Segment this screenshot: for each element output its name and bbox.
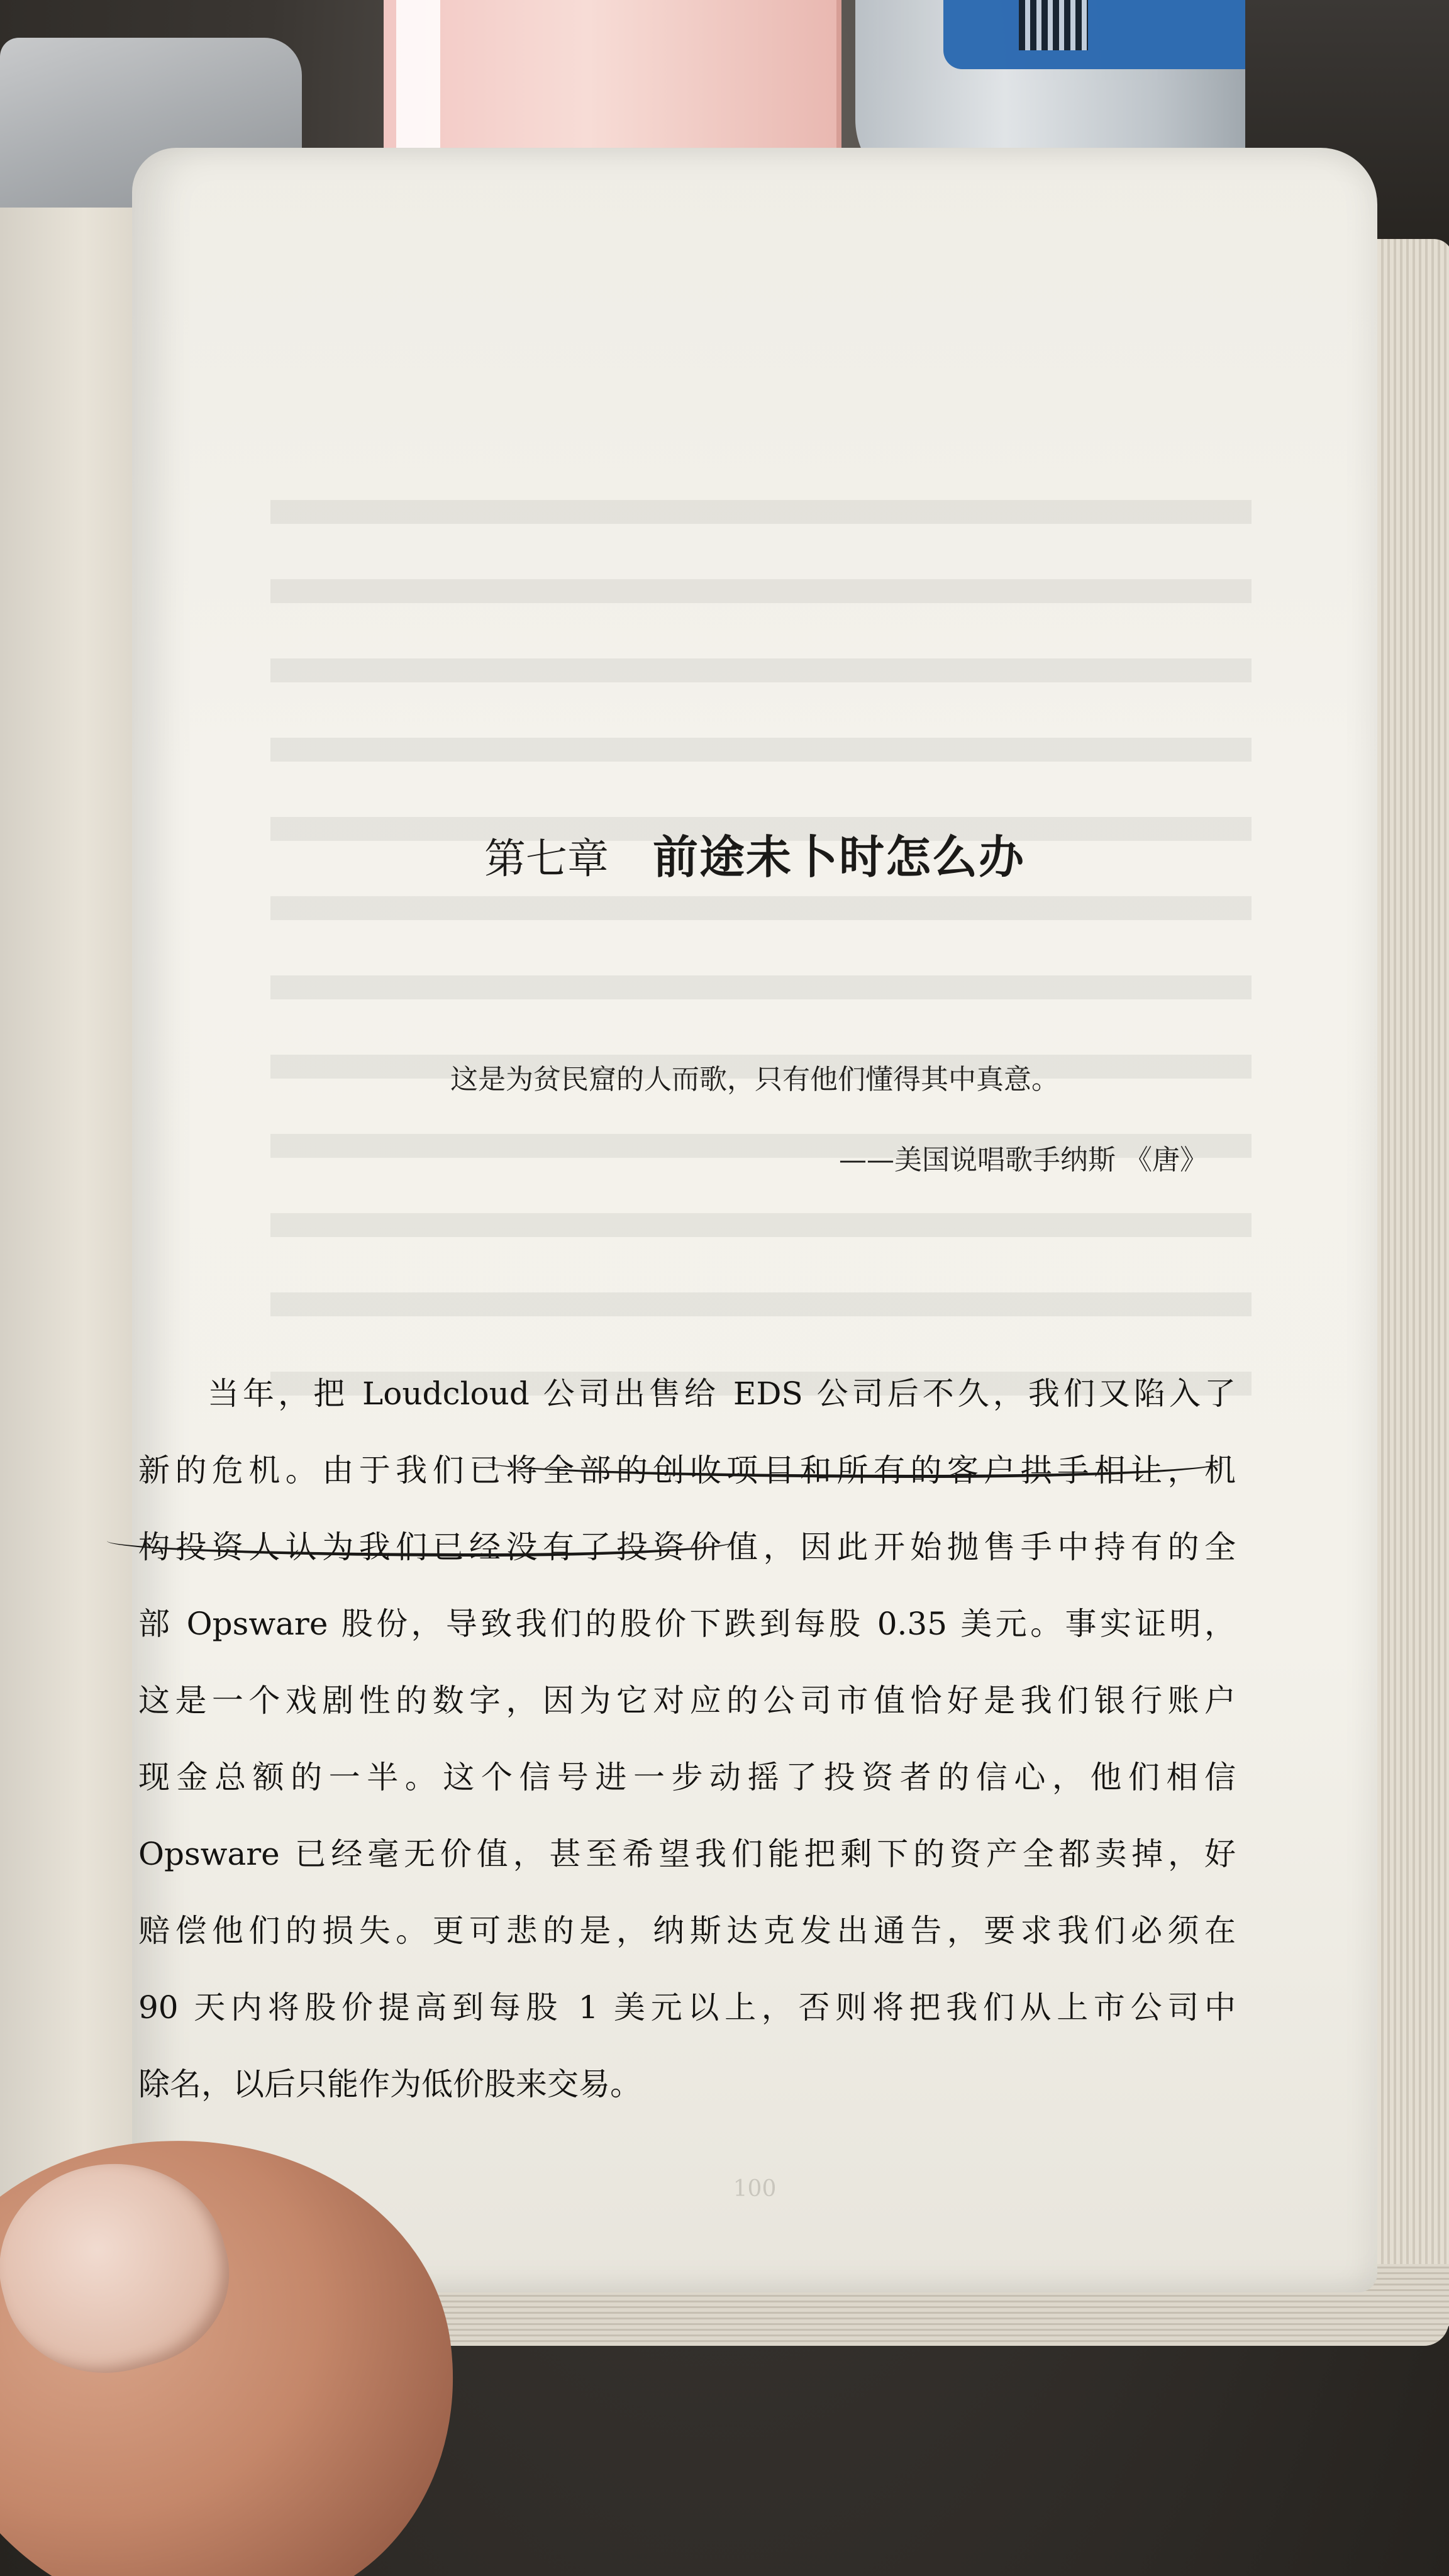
bottle-label bbox=[943, 0, 1270, 69]
book-page bbox=[132, 148, 1377, 2292]
page-number: 100 bbox=[733, 2176, 777, 2202]
box-stripe bbox=[396, 0, 440, 157]
background-pink-box bbox=[384, 0, 841, 157]
body-line: 新的危机。由于我们已将全部的创收项目和所有的客户拱手相让，机 bbox=[138, 1452, 1236, 1489]
body-line: 构投资人认为我们已经没有了投资价值，因此开始抛售手中持有的全 bbox=[138, 1529, 1236, 1565]
chapter-number: 第七章 bbox=[484, 835, 609, 883]
epigraph-quote: 这是为贫民窟的人而歌，只有他们懂得其中真意。 bbox=[450, 1063, 1059, 1096]
chapter-heading bbox=[132, 821, 1377, 886]
body-line: 部 Opsware 股份，导致我们的股价下跌到每股 0.35 美元。事实证明， bbox=[138, 1606, 1236, 1642]
bottle-qr-code bbox=[1019, 0, 1088, 50]
epigraph-attribution: ——美国说唱歌手纳斯 《唐》 bbox=[839, 1144, 1208, 1176]
body-line: 赔偿他们的损失。更可悲的是，纳斯达克发出通告，要求我们必须在 bbox=[138, 1913, 1236, 1949]
body-line: 现金总额的一半。这个信号进一步动摇了投资者的信心，他们相信 bbox=[138, 1759, 1236, 1796]
body-line: Opsware 已经毫无价值，甚至希望我们能把剩下的资产全都卖掉，好 bbox=[138, 1836, 1236, 1872]
body-line: 除名，以后只能作为低价股来交易。 bbox=[138, 2066, 641, 2102]
body-line: 当年，把 Loudcloud 公司出售给 EDS 公司后不久，我们又陷入了 bbox=[208, 1375, 1236, 1412]
body-line: 这是一个戏剧性的数字，因为它对应的公司市值恰好是我们银行账户 bbox=[138, 1682, 1236, 1719]
body-line: 90 天内将股价提高到每股 1 美元以上，否则将把我们从上市公司中 bbox=[138, 1989, 1236, 2026]
page-show-through bbox=[270, 500, 1252, 1443]
chapter-title: 前途未卜时怎么办 bbox=[652, 831, 1025, 884]
